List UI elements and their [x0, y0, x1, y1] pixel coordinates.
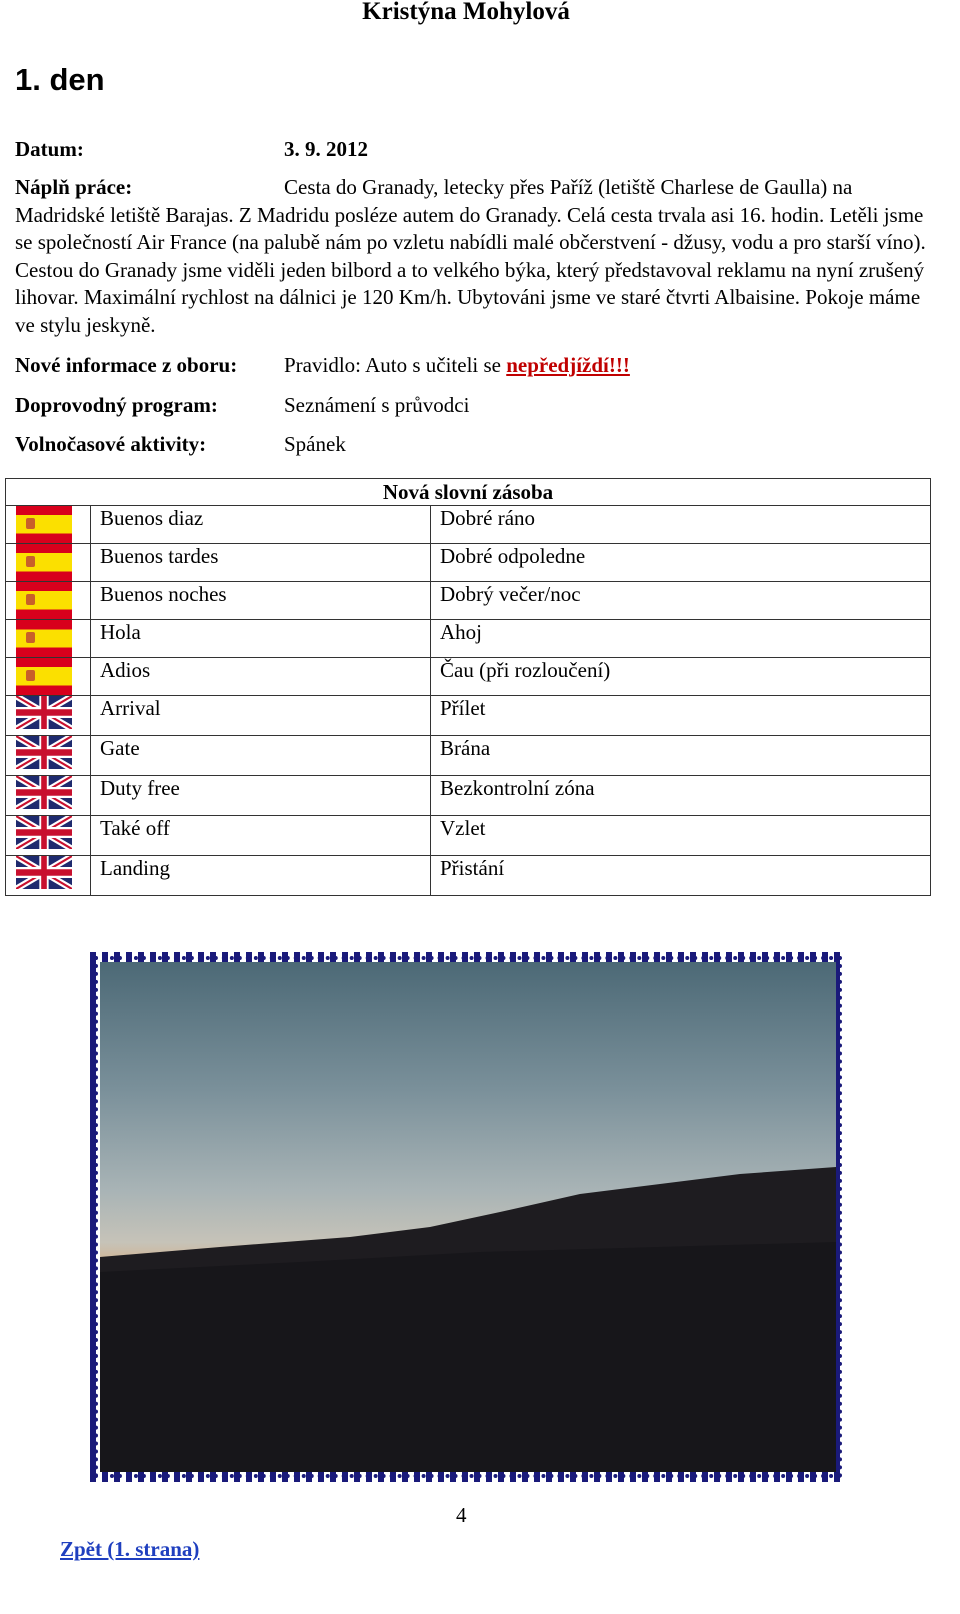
czech-translation: Přistání — [431, 856, 931, 896]
vocabulary-row — [6, 544, 931, 582]
hills-silhouette — [100, 962, 836, 1472]
back-to-first-page-link[interactable]: Zpět (1. strana) — [60, 1537, 200, 1561]
new-info-text: Pravidlo: Auto s učiteli se — [284, 353, 507, 377]
spanish-english-word: Také off — [91, 816, 431, 856]
uk-flag-icon — [16, 736, 90, 775]
vocabulary-row — [6, 582, 931, 620]
czech-translation: Brána — [431, 736, 931, 776]
work-content-label: Náplň práce: — [15, 175, 133, 199]
vocabulary-row — [6, 856, 931, 896]
author-name: Kristýna Mohylová — [362, 0, 570, 25]
spanish-english-word: Gate — [91, 736, 431, 776]
spanish-english-word: Adios — [91, 658, 431, 696]
spain-flag-icon — [16, 506, 90, 543]
date-label: Datum: — [15, 137, 84, 161]
program-row — [15, 392, 470, 419]
vocabulary-row — [6, 816, 931, 856]
program-label: Doprovodný program: — [15, 393, 218, 417]
date-row — [15, 136, 368, 163]
spanish-english-word: Landing — [91, 856, 431, 896]
spain-flag-icon — [16, 620, 90, 657]
czech-translation: Ahoj — [431, 620, 931, 658]
vocabulary-row — [6, 696, 931, 736]
sunset-photo — [90, 952, 846, 1482]
work-content-text: Cesta do Granady, letecky přes Paříž (letiště Charlese de Gaulla) na Madridské letiště Barajas. Z Madridu posléze autem do Granady. Celá cesta trvala asi 16. hodin. Letěli jsme se společností Air France (na palubě nám po vzletu nabídli malé občerstvení - džusy, vodu a pro starší víno). Cestou do Granady jsme viděli jeden bilbord a to velkého býka, který představoval reklamu na nyní zrušený lihovar. Maximální rychlost na dálnici je 120 Km/h. Ubytováni jsme ve staré čtvrti Albaisine. Pokoje máme ve stylu jeskyně. — [15, 175, 926, 337]
czech-translation: Dobré ráno — [431, 506, 931, 544]
spanish-english-word: Buenos tardes — [91, 544, 431, 582]
leisure-value: Spánek — [284, 432, 346, 456]
uk-flag-icon — [16, 696, 90, 735]
spain-flag-icon — [16, 582, 90, 619]
day-heading: 1. den — [15, 62, 105, 97]
uk-flag-icon — [16, 776, 90, 815]
vocabulary-row — [6, 776, 931, 816]
leisure-label: Volnočasové aktivity: — [15, 432, 207, 456]
spanish-english-word: Hola — [91, 620, 431, 658]
spanish-english-word: Duty free — [91, 776, 431, 816]
work-content-paragraph — [15, 174, 933, 339]
program-value: Seznámení s průvodci — [284, 393, 470, 417]
czech-translation: Bezkontrolní zóna — [431, 776, 931, 816]
vocabulary-table — [5, 478, 931, 896]
czech-translation: Dobré odpoledne — [431, 544, 931, 582]
new-info-row — [15, 352, 630, 379]
spanish-english-word: Buenos noches — [91, 582, 431, 620]
page-number: 4 — [456, 1503, 467, 1527]
czech-translation: Vzlet — [431, 816, 931, 856]
vocabulary-row — [6, 658, 931, 696]
leisure-row — [15, 431, 346, 458]
uk-flag-icon — [16, 816, 90, 855]
spanish-english-word: Buenos diaz — [91, 506, 431, 544]
spain-flag-icon — [16, 658, 90, 695]
vocabulary-row — [6, 506, 931, 544]
date-value: 3. 9. 2012 — [284, 137, 368, 161]
uk-flag-icon — [16, 856, 90, 895]
czech-translation: Přílet — [431, 696, 931, 736]
new-info-emphasis: nepředjíždí!!! — [506, 353, 630, 377]
new-info-label: Nové informace z oboru: — [15, 353, 238, 377]
vocabulary-row — [6, 620, 931, 658]
vocabulary-title: Nová slovní zásoba — [6, 479, 931, 506]
vocabulary-row — [6, 736, 931, 776]
spanish-english-word: Arrival — [91, 696, 431, 736]
czech-translation: Dobrý večer/noc — [431, 582, 931, 620]
czech-translation: Čau (při rozloučení) — [431, 658, 931, 696]
photo-image — [100, 962, 836, 1472]
spain-flag-icon — [16, 544, 90, 581]
